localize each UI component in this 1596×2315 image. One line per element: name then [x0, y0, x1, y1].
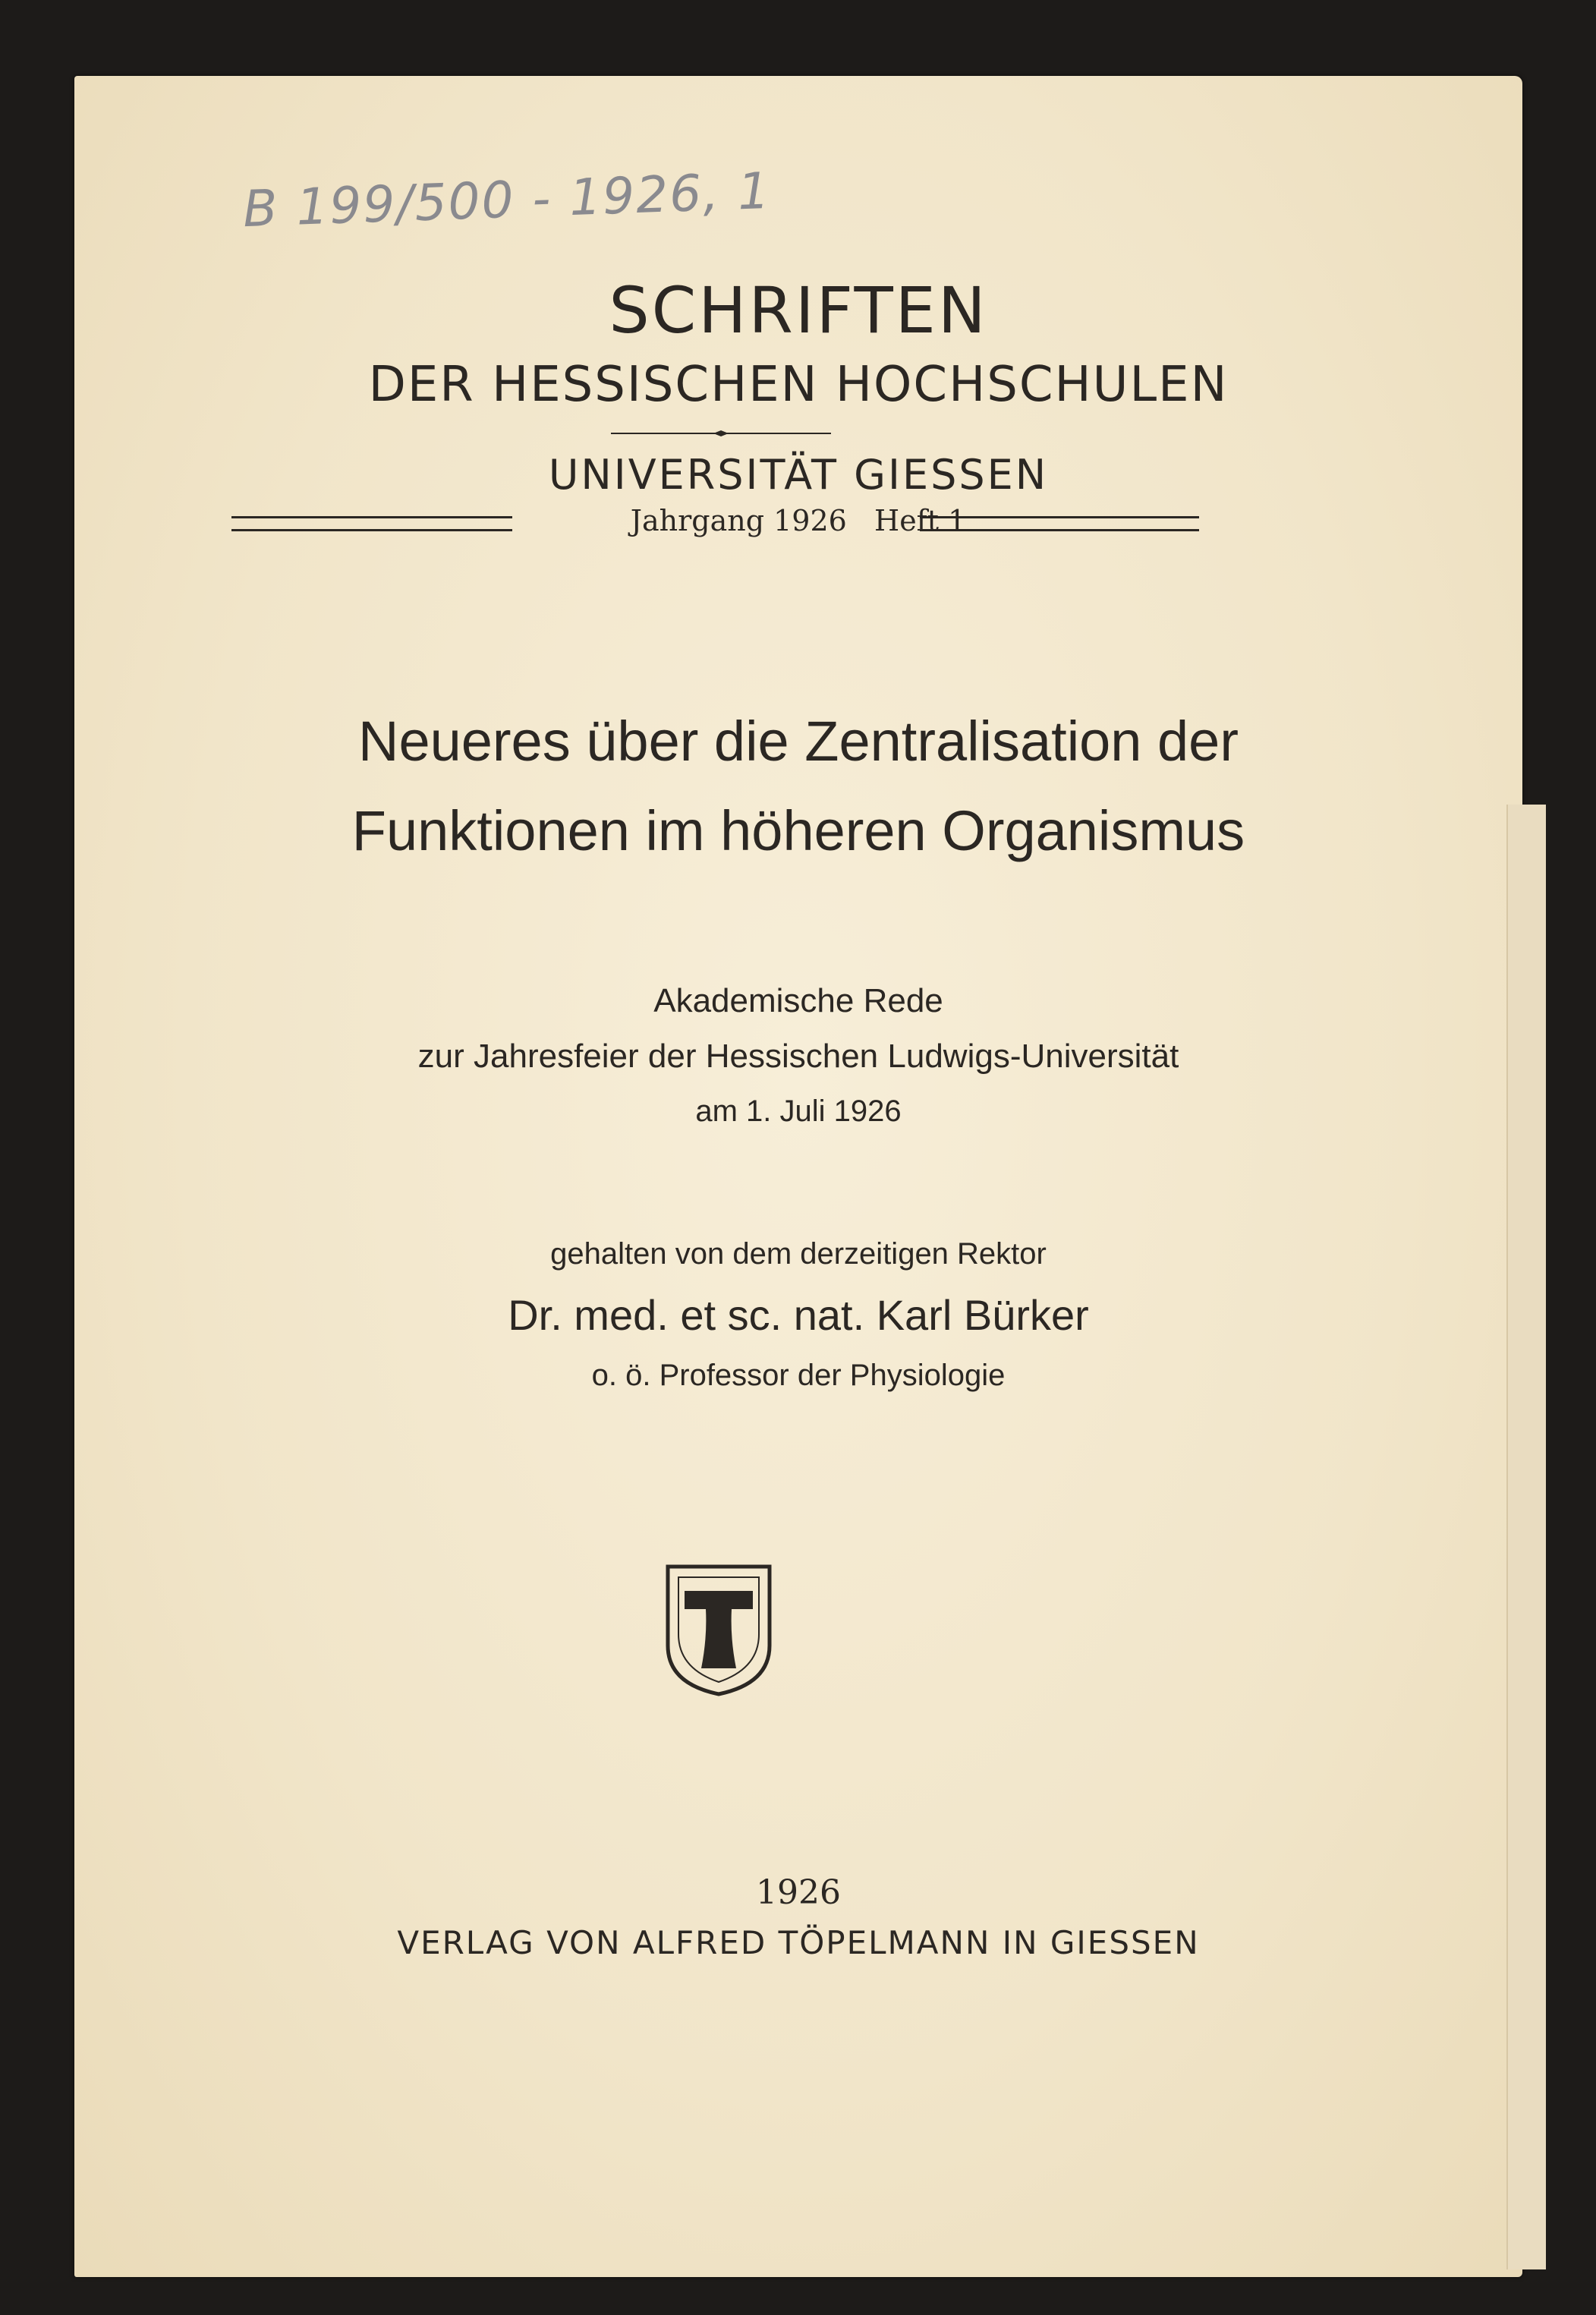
main-title: [74, 697, 1522, 876]
occasion-line-2: zur Jahresfeier der Hessischen Ludwigs-Universität: [417, 1038, 1179, 1075]
main-title-line-2: Funktionen im höheren Organismus: [351, 799, 1245, 862]
series-subtitle: DER HESSISCHEN HOCHSCHULEN: [368, 357, 1229, 413]
handwritten-shelfmark: B 199/500 - 1926, 1: [241, 161, 773, 239]
series-title: SCHRIFTEN: [609, 273, 988, 348]
occasion-line-1: Akademische Rede: [653, 982, 943, 1019]
author-intro: gehalten von dem derzeitigen Rektor: [550, 1237, 1047, 1271]
university-name: UNIVERSITÄT GIESSEN: [548, 451, 1049, 499]
occasion-block: [74, 973, 1522, 1139]
main-title-line-1: Neueres über die Zentralisation der: [358, 710, 1239, 773]
imprint-year: 1926: [756, 1873, 841, 1912]
occasion-line-3: am 1. Juli 1926: [695, 1095, 902, 1128]
author-name: Dr. med. et sc. nat. Karl Bürker: [508, 1291, 1089, 1339]
ornament-divider: [611, 430, 831, 437]
t-shield-emblem-icon: [662, 1562, 776, 1699]
author-position: o. ö. Professor der Physiologie: [591, 1359, 1006, 1392]
publisher-line: VERLAG VON ALFRED TÖPELMANN IN GIESSEN: [397, 1924, 1200, 1961]
issue-line: Jahrgang 1926 Heft 1: [630, 504, 967, 537]
